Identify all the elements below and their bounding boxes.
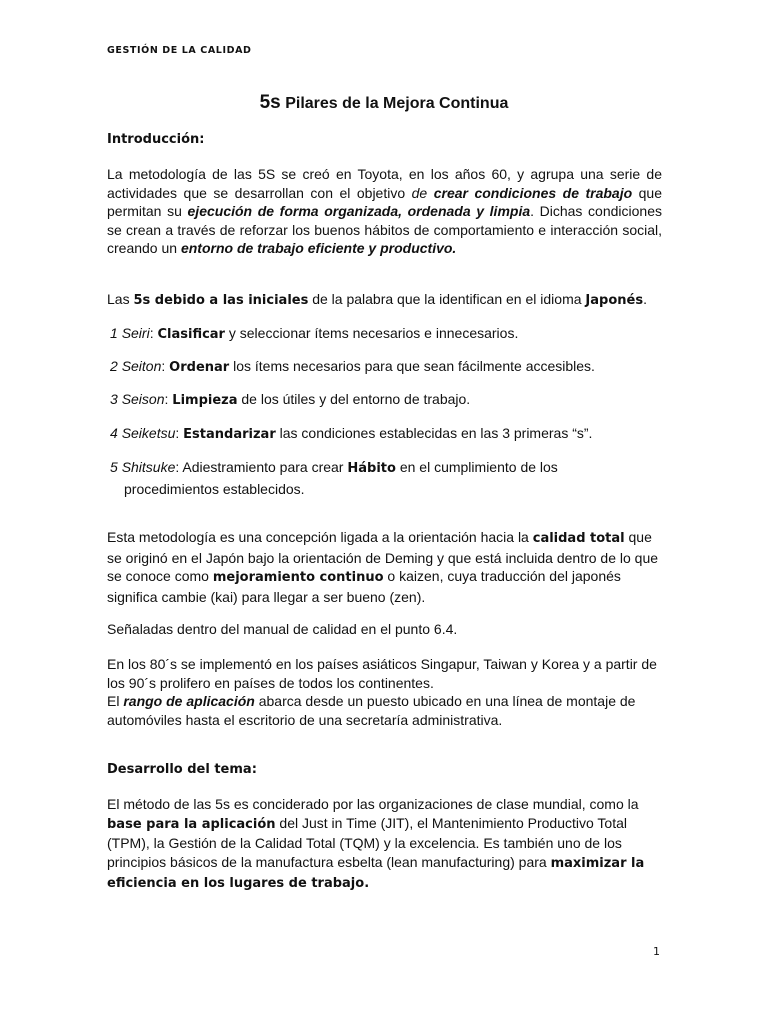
bold-text: maximizar la eficiencia en los lugares de trabajo. <box>107 855 645 891</box>
development-heading: Desarrollo del tema: <box>107 762 257 777</box>
text-run: de la palabra que la identifican en el idioma <box>308 291 586 307</box>
pillar-keyword: Estandarizar <box>183 427 276 442</box>
text-run: La metodología de las 5S se creó en Toyota, en los años 60, y agrupa una serie de actividades que se desarrollan con el objetivo <box>107 166 662 201</box>
bold-text: base para la aplicación <box>107 816 276 832</box>
development-paragraph <box>107 795 662 894</box>
text-run: : <box>175 425 184 441</box>
emphasis-text: ejecución de forma organizada, ordenada y limpia <box>187 203 531 219</box>
emphasis-text: entorno de trabajo eficiente y productivo. <box>180 240 457 256</box>
bold-text: Japonés <box>585 293 644 308</box>
pillar-keyword: Ordenar <box>169 360 230 375</box>
pillar-item-seiton <box>110 356 660 378</box>
pillar-item-seiri <box>110 323 660 345</box>
text-run: que permitan su <box>107 184 663 219</box>
text-run: . <box>643 291 647 307</box>
pillar-item-seiketsu <box>110 423 660 445</box>
text-run: que se originó en el Japón bajo la orientación de Deming y que está incluida dentro de lo que se conoce como <box>107 529 659 584</box>
pillar-item-seison <box>110 389 660 411</box>
text-run: : <box>164 391 173 407</box>
pillar-name: Shitsuke <box>121 459 176 475</box>
text-run: El <box>107 693 124 709</box>
bold-text: mejoramiento continuo <box>212 570 384 585</box>
pillar-description: los ítems necesarios para que sean fácilmente accesibles. <box>229 358 595 374</box>
text-run: de <box>411 184 434 201</box>
pillar-item-shitsuke <box>110 457 660 500</box>
text-run: Esta metodología es una concepción ligada a la orientación hacia la <box>107 529 533 545</box>
pillar-name: Seison <box>121 391 165 407</box>
bold-text: 5s debido a las iniciales <box>133 293 309 308</box>
pillar-number: 5 <box>110 459 118 475</box>
emphasis-text: crear condiciones de trabajo <box>433 184 633 201</box>
text-run: del Just in Time (JIT), el Mantenimiento Productivo Total (TPM), la Gestión de la Calidad Total (TQM) y la excelencia. Es también uno de los principios básicos de la manufactura esbelta (lean manufacturing) para <box>107 814 627 870</box>
pillar-number: 3 <box>110 391 118 407</box>
intro-heading: Introducción: <box>107 132 205 147</box>
pillar-number: 1 <box>110 325 118 341</box>
text-run: abarca desde un puesto ubicado en una línea de montaje de automóviles hasta el escritorio de una secretaría administrativa. <box>107 693 636 728</box>
pillar-number: 4 <box>110 425 118 441</box>
manual-paragraph: Señaladas dentro del manual de calidad en el punto 6.4. <box>107 621 458 637</box>
text-run: El método de las 5s es conciderado por las organizaciones de clase mundial, como la <box>107 796 639 812</box>
text-run: : <box>149 325 158 341</box>
pillar-keyword: Limpieza <box>172 393 238 408</box>
pillar-description: las condiciones establecidas en las 3 primeras “s”. <box>275 425 593 441</box>
pillar-description: en el cumplimiento de los <box>395 459 558 475</box>
pillar-description: de los útiles y del entorno de trabajo. <box>237 391 471 407</box>
text-run: : Adiestramiento para crear <box>175 459 348 475</box>
text-run: o kaizen, cuya traducción del japonés significa cambie (kai) para llegar a ser bueno (zen). <box>107 568 621 605</box>
pillar-keyword: Clasificar <box>157 327 225 342</box>
pillar-continuation: procedimientos establecidos. <box>124 481 305 497</box>
document-title <box>0 92 768 114</box>
title-prefix: 5s <box>259 92 281 113</box>
emphasis-text: rango de aplicación <box>123 693 255 709</box>
text-run: . Dichas condiciones se crean a través de reforzar los buenos hábitos de comportamiento e interacción social, creando un <box>107 203 662 256</box>
pillar-keyword: Hábito <box>347 461 396 476</box>
pillar-name: Seiketsu <box>121 425 176 441</box>
pillar-number: 2 <box>110 358 118 374</box>
text-run: En los 80´s se implementó en los países asiáticos Singapur, Taiwan y Korea y a partir de los 90´s prolifero en países de todos los continentes. <box>107 656 657 691</box>
page-number: 1 <box>653 945 660 958</box>
pillar-name: Seiton <box>121 358 162 374</box>
pillar-description: y seleccionar ítems necesarios e innecesarios. <box>224 325 519 341</box>
title-rest: Pilares de la Mejora Continua <box>280 95 509 112</box>
methodology-paragraph <box>107 528 662 606</box>
history-paragraph <box>107 655 662 729</box>
text-run: : <box>161 358 170 374</box>
running-header: GESTIÓN DE LA CALIDAD <box>107 45 252 56</box>
pillar-name: Seiri <box>121 325 150 341</box>
text-run: Las <box>107 291 134 307</box>
bold-text: calidad total <box>532 531 625 546</box>
initials-paragraph <box>107 290 662 311</box>
intro-paragraph <box>107 165 662 258</box>
